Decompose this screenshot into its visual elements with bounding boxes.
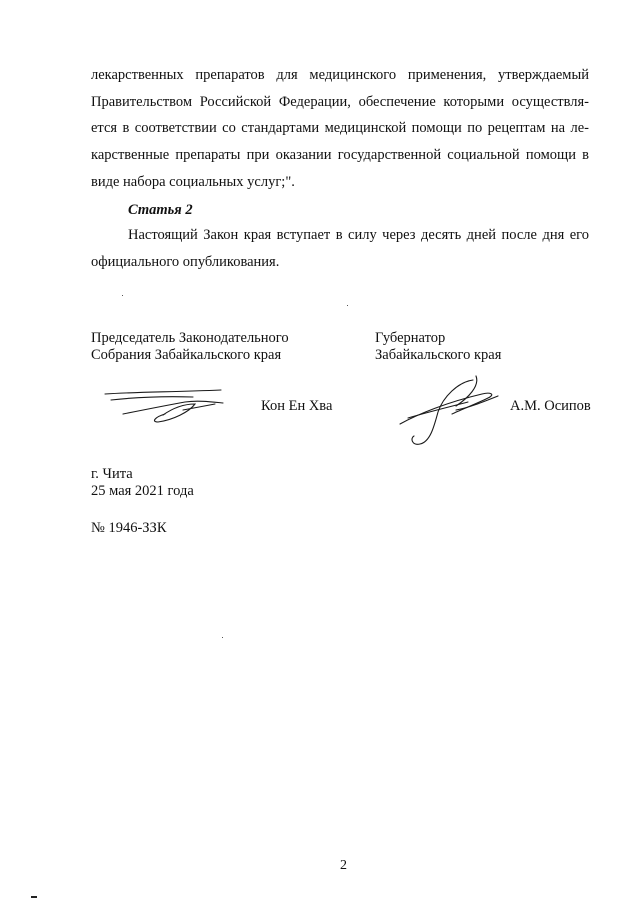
text-line: виде набора социальных услуг;". bbox=[91, 173, 295, 190]
left-title-line2: Собрания Забайкальского края bbox=[91, 347, 282, 363]
scan-speck bbox=[347, 305, 348, 306]
scan-speck bbox=[122, 295, 123, 296]
left-signatory-title bbox=[91, 330, 289, 364]
paragraph-continuation bbox=[91, 62, 589, 195]
article-heading: Статья 2 bbox=[128, 202, 193, 218]
law-number: № 1946-ЗЗК bbox=[91, 520, 167, 536]
text-line: Правительством Российской Федерации, обеспечение которыми осуществля- bbox=[91, 93, 589, 110]
text-line: ется в соответствии со стандартами медицинской помощи по рецептам на ле- bbox=[91, 120, 589, 137]
scan-edge-mark bbox=[31, 896, 37, 898]
scan-speck bbox=[222, 637, 223, 638]
text-line: официального опубликования. bbox=[91, 253, 280, 270]
text-line: лекарственных препаратов для медицинского применения, утверждаемый bbox=[91, 67, 589, 83]
text-line: Настоящий Закон края вступает в силу через десять дней после дня его bbox=[128, 227, 589, 243]
right-signatory-name: А.М. Осипов bbox=[510, 398, 591, 414]
right-handwritten-signature bbox=[398, 372, 508, 447]
signing-date: 25 мая 2021 года bbox=[91, 483, 194, 499]
right-title-line1: Губернатор bbox=[375, 330, 446, 346]
place-and-date bbox=[91, 466, 194, 500]
right-title-line2: Забайкальского края bbox=[375, 347, 502, 363]
left-handwritten-signature bbox=[103, 382, 228, 427]
right-signatory-title bbox=[375, 330, 501, 364]
left-signatory-name: Кон Ен Хва bbox=[261, 398, 333, 414]
city: г. Чита bbox=[91, 466, 133, 482]
text-line: карственные препараты при оказании государственной социальной помощи в bbox=[91, 147, 589, 164]
page-number: 2 bbox=[340, 858, 347, 873]
left-title-line1: Председатель Законодательного bbox=[91, 330, 289, 346]
article-2-paragraph bbox=[91, 222, 589, 275]
